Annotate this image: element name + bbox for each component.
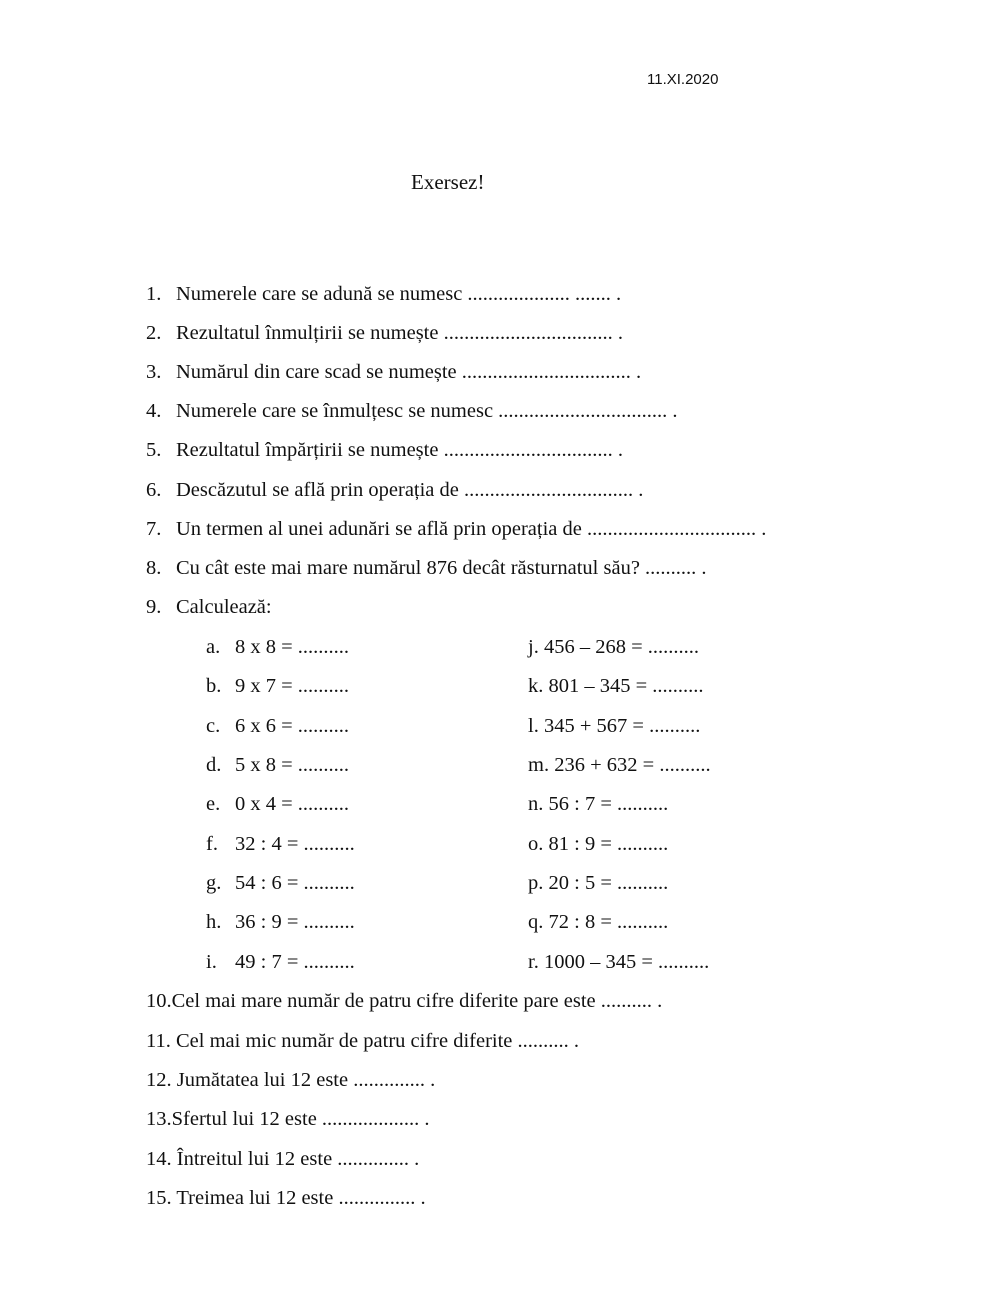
question-text: Numerele care se adună se numesc .................... ....... . xyxy=(176,283,622,305)
calc-letter: d. xyxy=(206,754,222,776)
worksheet-date: 11.XI.2020 xyxy=(647,71,719,88)
calc-letter: i. xyxy=(206,951,217,973)
worksheet-title: Exersez! xyxy=(411,170,485,194)
calc-expression: 0 x 4 = .......... xyxy=(235,793,350,815)
calc-letter: g. xyxy=(206,872,222,894)
question-text: Un termen al unei adunări se află prin operația de ................................. . xyxy=(176,518,767,540)
question-number: 8. xyxy=(146,557,162,579)
question-line: 13.Sfertul lui 12 este ................... . xyxy=(146,1108,430,1130)
calc-expression: 54 : 6 = .......... xyxy=(235,872,355,894)
question-text: Numărul din care scad se numește ................................. . xyxy=(176,361,642,383)
question-number: 2. xyxy=(146,322,162,344)
question-number: 7. xyxy=(146,518,162,540)
question-number: 5. xyxy=(146,439,162,461)
calc-item: k. 801 – 345 = .......... xyxy=(528,675,704,697)
question-text: Calculează: xyxy=(176,596,272,618)
question-text: Rezultatul împărțirii se numește ................................. . xyxy=(176,439,623,461)
question-text: Cu cât este mai mare numărul 876 decât răsturnatul său? .......... . xyxy=(176,557,707,579)
calc-expression: 5 x 8 = .......... xyxy=(235,754,350,776)
question-number: 6. xyxy=(146,479,162,501)
calc-item: r. 1000 – 345 = .......... xyxy=(528,951,710,973)
calc-expression: 8 x 8 = .......... xyxy=(235,636,350,658)
calc-letter: b. xyxy=(206,675,222,697)
question-line: 12. Jumătatea lui 12 este .............. . xyxy=(146,1069,436,1091)
question-number: 3. xyxy=(146,361,162,383)
calc-expression: 36 : 9 = .......... xyxy=(235,911,355,933)
question-text: Descăzutul se află prin operația de ................................. . xyxy=(176,479,644,501)
calc-expression: 9 x 7 = .......... xyxy=(235,675,350,697)
question-line: 14. Întreitul lui 12 este .............. . xyxy=(146,1148,420,1170)
calc-expression: 6 x 6 = .......... xyxy=(235,715,350,737)
calc-letter: h. xyxy=(206,911,222,933)
question-line: 15. Treimea lui 12 este ............... . xyxy=(146,1187,426,1209)
calc-item: l. 345 + 567 = .......... xyxy=(528,715,701,737)
calc-letter: f. xyxy=(206,833,218,855)
calc-item: j. 456 – 268 = .......... xyxy=(528,636,700,658)
calc-letter: c. xyxy=(206,715,221,737)
question-line: 10.Cel mai mare număr de patru cifre diferite pare este .......... . xyxy=(146,990,663,1012)
calc-expression: 49 : 7 = .......... xyxy=(235,951,355,973)
question-text: Numerele care se înmulțesc se numesc ................................. . xyxy=(176,400,678,422)
question-text: Rezultatul înmulțirii se numește ................................. . xyxy=(176,322,623,344)
question-number: 9. xyxy=(146,596,162,618)
calc-expression: 32 : 4 = .......... xyxy=(235,833,355,855)
calc-item: m. 236 + 632 = .......... xyxy=(528,754,711,776)
question-number: 1. xyxy=(146,283,162,305)
calc-letter: e. xyxy=(206,793,221,815)
calc-item: n. 56 : 7 = .......... xyxy=(528,793,669,815)
calc-letter: a. xyxy=(206,636,221,658)
calc-item: q. 72 : 8 = .......... xyxy=(528,911,669,933)
calc-item: p. 20 : 5 = .......... xyxy=(528,872,669,894)
question-number: 4. xyxy=(146,400,162,422)
question-line: 11. Cel mai mic număr de patru cifre diferite .......... . xyxy=(146,1030,580,1052)
calc-item: o. 81 : 9 = .......... xyxy=(528,833,669,855)
